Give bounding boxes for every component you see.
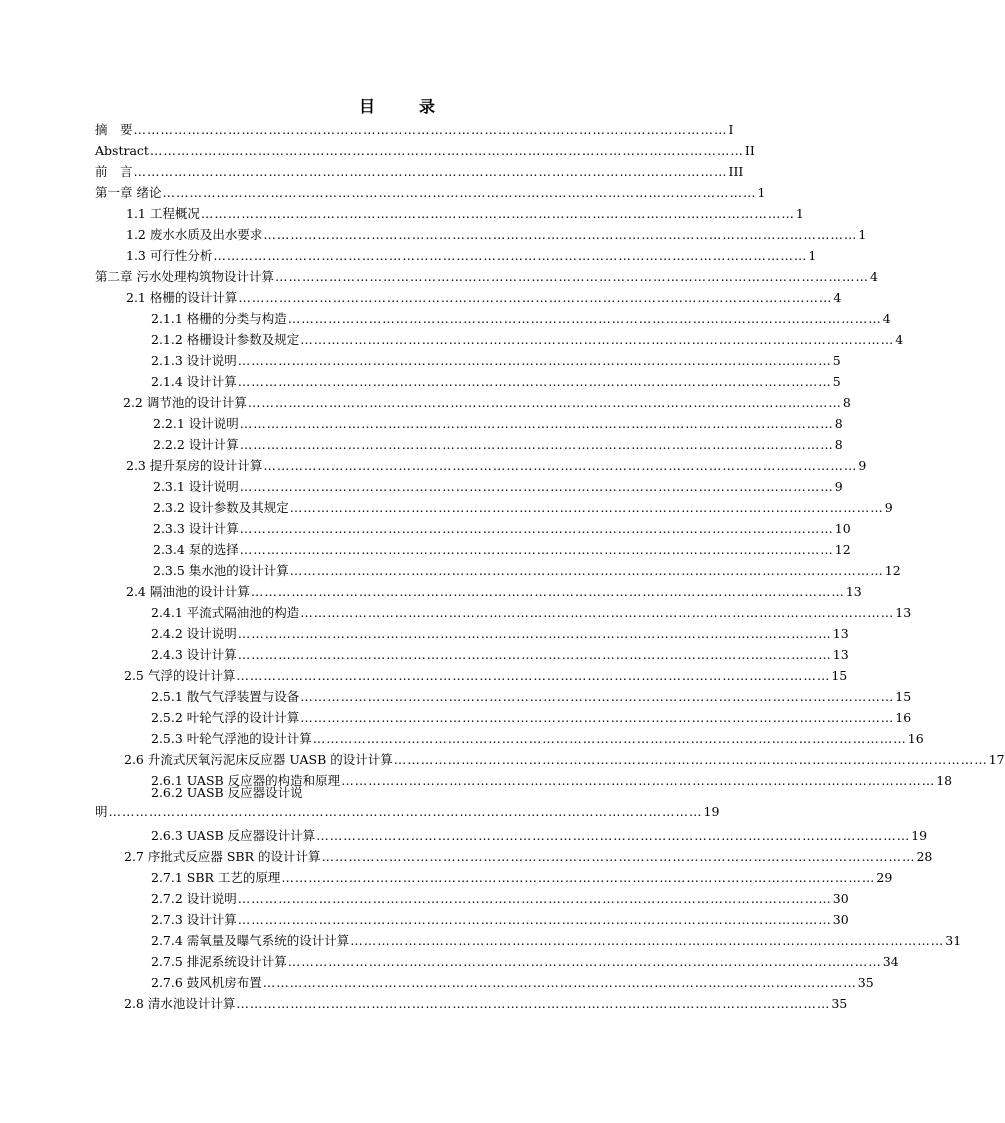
toc-entry-page: 9 [858, 458, 867, 473]
toc-entry-page: 13 [895, 605, 912, 620]
toc-entry-page: 29 [876, 870, 893, 885]
toc-entry-page: 1 [757, 185, 766, 200]
toc-leader: …………………………………………………………………………………………………………………… [149, 143, 744, 158]
toc-entry[interactable] [151, 970, 874, 991]
toc-entry-label: 2.1.2 格栅设计参数及规定 [151, 332, 300, 347]
toc-entry-label: 2.7.5 排泥系统设计计算 [151, 954, 287, 969]
toc-entry-label: 2.7.3 设计计算 [151, 912, 237, 927]
toc-entry[interactable] [151, 705, 912, 726]
toc-leader: …………………………………………………………………………………………………………………… [300, 689, 895, 704]
toc-entry-label: 1.3 可行性分析 [126, 248, 213, 263]
toc-entry[interactable] [153, 411, 843, 432]
toc-leader: …………………………………………………………………………………………………………………… [316, 828, 911, 843]
toc-entry-label: 2.7.4 需氧量及曝气系统的设计计算 [151, 933, 350, 948]
toc-entry-page: III [728, 164, 744, 179]
toc-leader: …………………………………………………………………………………………………………………… [239, 521, 834, 536]
toc-entry-page: 13 [845, 584, 862, 599]
toc-entry-label: 摘 要 [95, 122, 133, 137]
toc-entry-page: 34 [882, 954, 899, 969]
toc-entry-label: 2.8 清水池设计计算 [124, 996, 236, 1011]
toc-entry-label: Abstract [95, 143, 149, 158]
toc-leader: …………………………………………………………………………………………………………………… [263, 227, 858, 242]
toc-leader: …………………………………………………………………………………………………………………… [341, 773, 936, 788]
toc-entry[interactable] [126, 222, 867, 243]
toc-entry[interactable] [95, 159, 744, 180]
toc-entry-label: 2.1.3 设计说明 [151, 353, 237, 368]
toc-entry-page: 1 [808, 248, 817, 263]
toc-entry-label: 2.1 格栅的设计计算 [126, 290, 238, 305]
toc-entry[interactable] [126, 285, 842, 306]
toc-entry-page: 12 [834, 542, 851, 557]
toc-entry[interactable] [124, 844, 933, 865]
toc-entry-page: 19 [703, 804, 720, 819]
toc-entry[interactable] [95, 799, 720, 820]
toc-entry-page: 1 [795, 206, 804, 221]
toc-leader: …………………………………………………………………………………………………………………… [393, 752, 988, 767]
toc-entry[interactable] [151, 348, 841, 369]
toc-leader: …………………………………………………………………………………………………………………… [250, 584, 845, 599]
toc-leader: …………………………………………………………………………………………………………………… [300, 710, 895, 725]
toc-leader: …………………………………………………………………………………………………………………… [239, 542, 834, 557]
toc-entry-page: 9 [884, 500, 893, 515]
toc-leader: …………………………………………………………………………………………………………………… [300, 605, 895, 620]
toc-entry-label: 2.2.2 设计计算 [153, 437, 239, 452]
toc-entry-label: 2.5.3 叶轮气浮池的设计计算 [151, 731, 312, 746]
toc-entry[interactable] [126, 453, 867, 474]
toc-entry-page: 19 [911, 828, 928, 843]
toc-leader: …………………………………………………………………………………………………………………… [289, 563, 884, 578]
toc-leader: …………………………………………………………………………………………………………………… [247, 395, 842, 410]
toc-entry-label: 2.4.2 设计说明 [151, 626, 237, 641]
toc-entry[interactable] [151, 726, 924, 747]
toc-leader: …………………………………………………………………………………………………………………… [287, 311, 882, 326]
toc-entry-page: 17 [988, 752, 1005, 767]
toc-leader: …………………………………………………………………………………………………………………… [133, 122, 728, 137]
toc-entry[interactable] [153, 474, 843, 495]
toc-leader: …………………………………………………………………………………………………………………… [238, 290, 833, 305]
toc-entry[interactable] [151, 600, 912, 621]
toc-entry-page: 1 [858, 227, 867, 242]
toc-leader: …………………………………………………………………………………………………………………… [236, 996, 831, 1011]
toc-entry[interactable] [151, 865, 893, 886]
toc-entry-page: 16 [895, 710, 912, 725]
toc-entry[interactable] [153, 516, 851, 537]
toc-leader: …………………………………………………………………………………………………………………… [321, 849, 916, 864]
toc-entry-page: II [744, 143, 755, 158]
toc-entry-page: 15 [895, 689, 912, 704]
toc-leader: …………………………………………………………………………………………………………………… [236, 668, 831, 683]
toc-entry-label-continuation: 明 [95, 804, 108, 819]
toc-entry-label-first-line[interactable]: 2.6.2 UASB 反应器设计说 [151, 785, 303, 800]
toc-entry[interactable] [151, 369, 841, 390]
toc-entry-label: 1.1 工程概况 [126, 206, 200, 221]
toc-entry-page: 9 [834, 479, 843, 494]
toc-entry-label: 2.5.1 散气气浮装置与设备 [151, 689, 300, 704]
toc-entry[interactable] [95, 117, 734, 138]
toc-entry[interactable] [124, 991, 848, 1012]
toc-entry-label: 第二章 污水处理构筑物设计计算 [95, 269, 274, 284]
toc-entry[interactable] [126, 579, 862, 600]
toc-entry[interactable] [151, 642, 849, 663]
toc-entry-label: 2.4.3 设计计算 [151, 647, 237, 662]
toc-entry[interactable] [95, 138, 755, 159]
toc-leader: …………………………………………………………………………………………………………………… [237, 891, 832, 906]
toc-entry-label: 2.4.1 平流式隔油池的构造 [151, 605, 300, 620]
toc-leader: …………………………………………………………………………………………………………………… [237, 374, 832, 389]
toc-leader: …………………………………………………………………………………………………………………… [239, 479, 834, 494]
toc-entry-page: 8 [834, 416, 843, 431]
toc-entry[interactable] [153, 537, 851, 558]
toc-title: 目 录 [358, 97, 449, 116]
toc-entry-label: 第一章 绪论 [95, 185, 162, 200]
toc-entry-label: 2.1.4 设计计算 [151, 374, 237, 389]
toc-entry-page: 4 [882, 311, 891, 326]
toc-leader: …………………………………………………………………………………………………………………… [237, 912, 832, 927]
toc-leader: …………………………………………………………………………………………………………………… [262, 975, 857, 990]
toc-entry-page: 30 [832, 891, 849, 906]
toc-entry-page: 31 [945, 933, 962, 948]
toc-entry[interactable] [151, 928, 962, 949]
toc-entry-label: 2.5.2 叶轮气浮的设计计算 [151, 710, 300, 725]
toc-leader: …………………………………………………………………………………………………………………… [133, 164, 728, 179]
toc-entry-page: 5 [832, 374, 841, 389]
toc-entry[interactable] [151, 621, 849, 642]
toc-leader: …………………………………………………………………………………………………………………… [289, 500, 884, 515]
toc-leader: …………………………………………………………………………………………………………………… [237, 647, 832, 662]
toc-entry-page: 15 [831, 668, 848, 683]
toc-entry-label: 2.6.1 UASB 反应器的构造和原理 [151, 773, 341, 788]
toc-leader: …………………………………………………………………………………………………………………… [274, 269, 869, 284]
toc-entry-label: 2.7 序批式反应器 SBR 的设计计算 [124, 849, 321, 864]
toc-leader: …………………………………………………………………………………………………………………… [263, 458, 858, 473]
toc-leader: …………………………………………………………………………………………………………………… [350, 933, 945, 948]
toc-entry-label: 2.6 升流式厌氧污泥床反应器 UASB 的设计计算 [124, 752, 393, 767]
toc-entry-page: 35 [831, 996, 848, 1011]
toc-entry-label: 2.7.1 SBR 工艺的原理 [151, 870, 281, 885]
toc-entry-page: 8 [842, 395, 851, 410]
toc-leader: …………………………………………………………………………………………………………………… [162, 185, 757, 200]
toc-entry-label: 2.3.1 设计说明 [153, 479, 239, 494]
toc-entry-label: 2.3.2 设计参数及其规定 [153, 500, 289, 515]
toc-entry[interactable] [123, 390, 851, 411]
toc-entry-page: 5 [832, 353, 841, 368]
toc-entry-page: 30 [832, 912, 849, 927]
toc-entry-label: 1.2 废水水质及出水要求 [126, 227, 263, 242]
toc-entry[interactable] [124, 747, 1005, 768]
toc-entry[interactable] [124, 663, 848, 684]
toc-entry-label: 2.6.3 UASB 反应器设计计算 [151, 828, 316, 843]
toc-entry-label: 前 言 [95, 164, 133, 179]
toc-entry-page: 4 [869, 269, 878, 284]
toc-entry-page: 13 [832, 647, 849, 662]
toc-entry-page: 13 [832, 626, 849, 641]
toc-entry-label: 2.7.6 鼓风机房布置 [151, 975, 262, 990]
toc-entry-label: 2.3.4 泵的选择 [153, 542, 239, 557]
toc-leader: …………………………………………………………………………………………………………………… [200, 206, 795, 221]
toc-leader: …………………………………………………………………………………………………………………… [237, 353, 832, 368]
toc-leader: …………………………………………………………………………………………………………………… [213, 248, 808, 263]
toc-leader: …………………………………………………………………………………………………………………… [300, 332, 895, 347]
toc-entry[interactable] [151, 306, 891, 327]
toc-entry[interactable] [153, 495, 893, 516]
toc-entry-page: 18 [936, 773, 953, 788]
toc-entry-label: 2.3.5 集水池的设计计算 [153, 563, 289, 578]
toc-entry[interactable] [95, 264, 878, 285]
toc-entry[interactable] [151, 684, 912, 705]
toc-entry[interactable] [153, 432, 843, 453]
toc-entry-page: 16 [907, 731, 924, 746]
toc-leader: …………………………………………………………………………………………………………………… [287, 954, 882, 969]
toc-leader: …………………………………………………………………………………………………………………… [312, 731, 907, 746]
toc-entry[interactable] [151, 949, 899, 970]
toc-entry-page: 8 [834, 437, 843, 452]
toc-entry-label: 2.5 气浮的设计计算 [124, 668, 236, 683]
toc-entry[interactable] [151, 907, 849, 928]
toc-entry[interactable] [151, 823, 928, 844]
toc-entry[interactable] [151, 886, 849, 907]
toc-leader: …………………………………………………………………………………………………………………… [239, 416, 834, 431]
toc-entry[interactable] [126, 243, 817, 264]
toc-entry-label: 2.3 提升泵房的设计计算 [126, 458, 263, 473]
toc-leader: …………………………………………………………………………………………………………………… [239, 437, 834, 452]
toc-entry-page: 35 [857, 975, 874, 990]
toc-leader: …………………………………………………………………………………………………………………… [108, 804, 703, 819]
toc-entry[interactable] [126, 201, 804, 222]
toc-leader: …………………………………………………………………………………………………………………… [281, 870, 876, 885]
toc-entry-page: 4 [833, 290, 842, 305]
toc-entry-label: 2.2 调节池的设计计算 [123, 395, 247, 410]
toc-entry-label: 2.7.2 设计说明 [151, 891, 237, 906]
toc-entry-label: 2.3.3 设计计算 [153, 521, 239, 536]
toc-entry-page: I [728, 122, 734, 137]
toc-leader: …………………………………………………………………………………………………………………… [237, 626, 832, 641]
toc-entry-page: 12 [884, 563, 901, 578]
toc-entry-label: 2.4 隔油池的设计计算 [126, 584, 250, 599]
toc-entry-page: 28 [916, 849, 933, 864]
toc-entry[interactable] [95, 180, 766, 201]
toc-entry-label: 2.1.1 格栅的分类与构造 [151, 311, 287, 326]
toc-entry-page: 10 [834, 521, 851, 536]
toc-entry-page: 4 [895, 332, 904, 347]
toc-entry-label: 2.2.1 设计说明 [153, 416, 239, 431]
toc-entry[interactable] [153, 558, 901, 579]
toc-entry[interactable] [151, 327, 904, 348]
